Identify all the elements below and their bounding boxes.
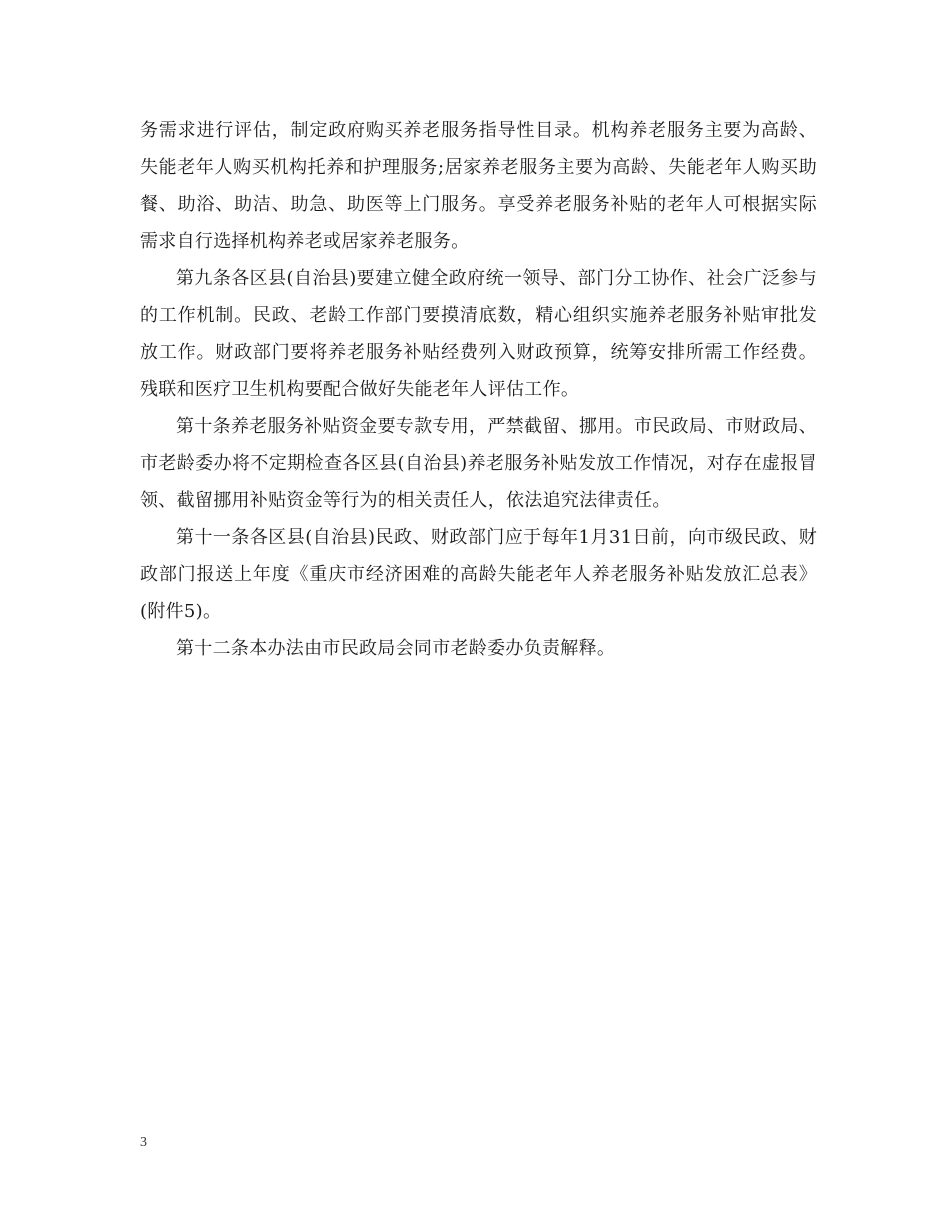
paragraph-continuation: 务需求进行评估，制定政府购买养老服务指导性目录。机构养老服务主要为高龄、失能老年人购买机构托养和护理服务;居家养老服务主要为高龄、失能老年人购买助餐、助浴、助洁、助急、助医等上门服务。享受养老服务补贴的老年人可根据实际需求自行选择机构养老或居家养老服务。 [140, 120, 817, 252]
document-body [140, 112, 817, 667]
page-number: 3 [140, 1135, 147, 1150]
paragraph-article-12: 第十二条本办法由市民政局会同市老龄委办负责解释。 [176, 638, 616, 659]
paragraph-article-10: 第十条养老服务补贴资金要专款专用，严禁截留、挪用。市民政局、市财政局、市老龄委办将不定期检查各区县(自治县)养老服务补贴发放工作情况，对存在虚报冒领、截留挪用补贴资金等行为的相关责任人，依法追究法律责任。 [140, 416, 817, 511]
paragraph-article-11: 第十一条各区县(自治县)民政、财政部门应于每年1月31日前，向市级民政、财政部门报送上年度《重庆市经济困难的高龄失能老年人养老服务补贴发放汇总表》(附件5)。 [140, 527, 817, 622]
paragraph-article-9: 第九条各区县(自治县)要建立健全政府统一领导、部门分工协作、社会广泛参与的工作机制。民政、老龄工作部门要摸清底数，精心组织实施养老服务补贴审批发放工作。财政部门要将养老服务补贴经费列入财政预算，统筹安排所需工作经费。残联和医疗卫生机构要配合做好失能老年人评估工作。 [140, 268, 817, 400]
